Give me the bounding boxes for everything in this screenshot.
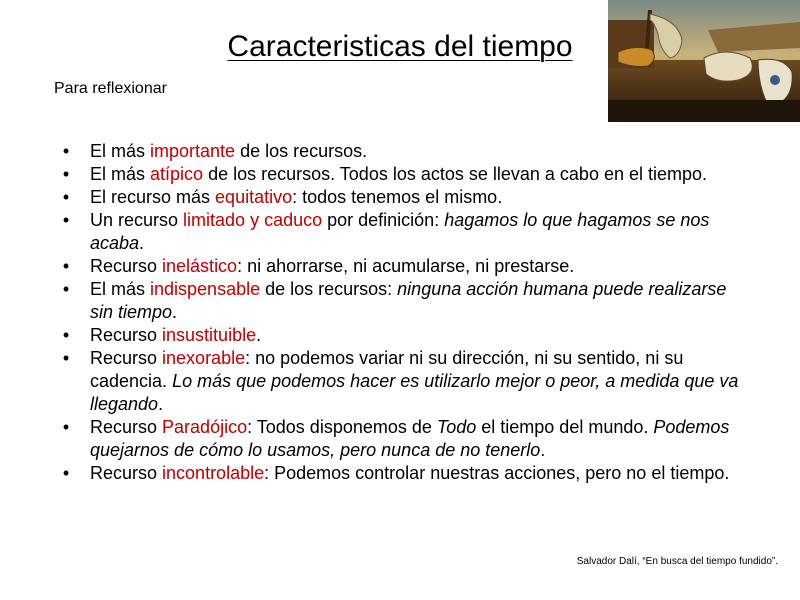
item-text: : Podemos controlar nuestras acciones, pero no el tiempo. <box>264 463 730 483</box>
item-keyword: inexorable <box>162 348 246 368</box>
bullet-icon: • <box>62 348 70 368</box>
item-text: Recurso <box>90 417 163 437</box>
item-keyword: inelástico <box>162 256 238 276</box>
item-text: . <box>158 394 164 414</box>
list-item <box>58 186 748 209</box>
bullet-icon: • <box>62 164 70 184</box>
bullet-icon: • <box>62 187 70 207</box>
item-keyword: importante <box>150 141 236 161</box>
item-italic-text: Lo más que podemos hacer es utilizarlo mejor o peor, a medida que va llegando <box>90 371 739 414</box>
image-caption: Salvador Dalí, “En busca del tiempo fundido”. <box>576 556 778 567</box>
item-keyword: insustituible <box>162 325 257 345</box>
item-text: : todos tenemos el mismo. <box>292 187 503 207</box>
item-text: : ni ahorrarse, ni acumularse, ni prestarse. <box>237 256 575 276</box>
item-text: . <box>256 325 262 345</box>
list-item <box>58 462 748 485</box>
item-text: . <box>139 233 145 253</box>
item-text: Un recurso <box>90 210 184 230</box>
item-italic-text: Podemos quejarnos de cómo lo usamos, pero nunca de no tenerlo <box>90 417 730 460</box>
item-text: El recurso más <box>90 187 216 207</box>
bullet-icon: • <box>62 210 70 230</box>
item-text: El más <box>90 279 151 299</box>
item-text: de los recursos. <box>235 141 368 161</box>
bullet-icon: • <box>62 256 70 276</box>
list-item <box>58 140 748 163</box>
bullet-icon: • <box>62 279 70 299</box>
item-text: El más <box>90 141 151 161</box>
item-text: : no podemos variar ni su dirección, ni su sentido, ni su cadencia. <box>90 348 684 391</box>
list-item <box>58 324 748 347</box>
item-text: por definición: <box>322 210 445 230</box>
item-text: Recurso <box>90 325 163 345</box>
item-keyword: indispensable <box>150 279 261 299</box>
item-text: Recurso <box>90 463 163 483</box>
slide-subtitle: Para reflexionar <box>54 80 167 97</box>
item-keyword: atípico <box>150 164 204 184</box>
item-text: El más <box>90 164 151 184</box>
list-item <box>58 416 748 462</box>
item-text: . <box>540 440 546 460</box>
item-text: de los recursos: <box>260 279 398 299</box>
item-text: Recurso <box>90 348 163 368</box>
item-text: de los recursos. Todos los actos se llevan a cabo en el tiempo. <box>203 164 708 184</box>
item-keyword: incontrolable <box>162 463 265 483</box>
list-item <box>58 278 748 324</box>
list-item <box>58 347 748 416</box>
slide-title: Caracteristicas del tiempo <box>227 30 573 63</box>
list-item <box>58 255 748 278</box>
item-keyword: limitado y caduco <box>183 210 323 230</box>
item-italic-text: hagamos lo que hagamos se nos acaba <box>90 210 710 253</box>
bullet-icon: • <box>62 463 70 483</box>
bullet-icon: • <box>62 141 70 161</box>
list-item <box>58 163 748 186</box>
bullet-icon: • <box>62 325 70 345</box>
item-italic-text: ninguna acción humana puede realizarse sin tiempo <box>90 279 727 322</box>
item-text: : Todos disponemos de <box>247 417 437 437</box>
item-italic-text: Todo <box>436 417 477 437</box>
characteristics-list <box>58 140 748 485</box>
item-keyword: Paradójico <box>162 417 248 437</box>
item-text: Recurso <box>90 256 163 276</box>
item-text: el tiempo del mundo. <box>476 417 654 437</box>
item-keyword: equitativo <box>215 187 293 207</box>
item-text: . <box>172 302 178 322</box>
list-item <box>58 209 748 255</box>
bullet-icon: • <box>62 417 70 437</box>
melting-clocks-painting-icon <box>608 0 800 122</box>
